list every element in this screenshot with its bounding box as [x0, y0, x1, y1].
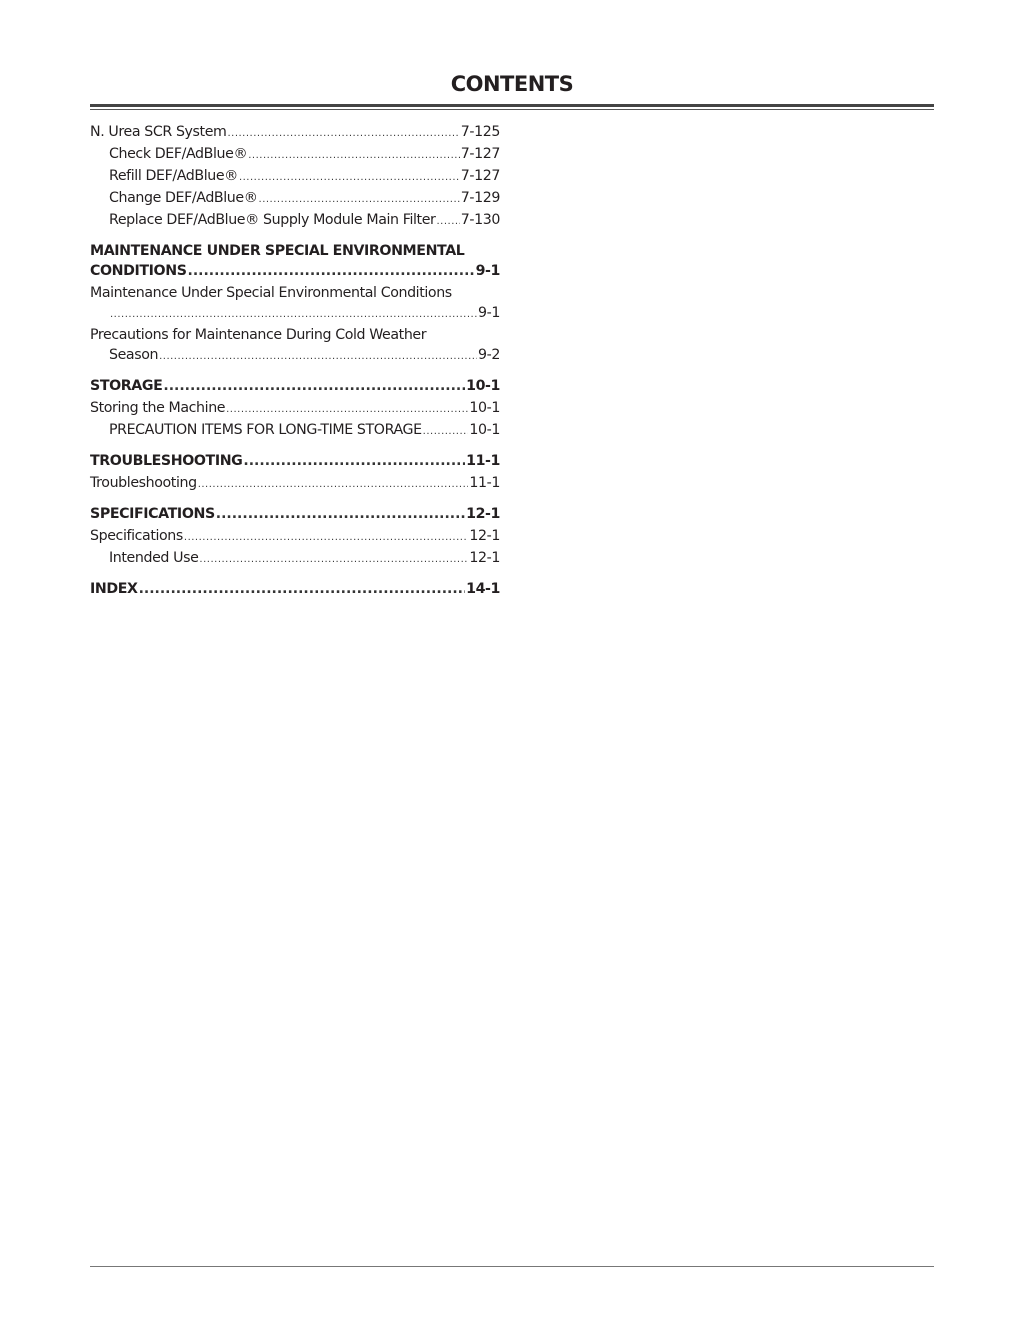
- toc-section-storage[interactable]: [90, 376, 500, 396]
- leader-dots: [199, 550, 468, 570]
- leader-dots: [436, 212, 459, 232]
- table-of-contents: [90, 122, 500, 599]
- toc-page: 9-2: [478, 347, 500, 363]
- toc-section-maintenance-special-line1[interactable]: MAINTENANCE UNDER SPECIAL ENVIRONMENTAL: [90, 243, 465, 259]
- leader-dots: [110, 305, 477, 325]
- toc-label: TROUBLESHOOTING: [90, 453, 243, 469]
- toc-page: 14-1: [466, 581, 500, 597]
- toc-label: STORAGE: [90, 378, 163, 394]
- leader-dots: [188, 261, 475, 281]
- toc-page: 7-129: [460, 190, 500, 206]
- toc-page: 12-1: [466, 506, 500, 522]
- toc-page: 10-1: [466, 378, 500, 394]
- toc-section-index[interactable]: [90, 579, 500, 599]
- toc-entry-maintenance-special[interactable]: [90, 303, 500, 325]
- leader-dots: [184, 528, 469, 548]
- toc-label: Storing the Machine: [90, 400, 226, 416]
- toc-label: INDEX: [90, 581, 138, 597]
- toc-label: Specifications: [90, 528, 183, 544]
- leader-dots: [139, 579, 466, 599]
- toc-page: 11-1: [466, 453, 500, 469]
- leader-dots: [198, 475, 469, 495]
- toc-label: N. Urea SCR System: [90, 124, 227, 140]
- page-title: CONTENTS: [450, 72, 574, 96]
- leader-dots: [423, 422, 469, 442]
- toc-entry-change-def[interactable]: [90, 188, 500, 210]
- leader-dots: [239, 168, 460, 188]
- toc-entry-troubleshooting[interactable]: [90, 473, 500, 495]
- leader-dots: [248, 146, 460, 166]
- toc-entry-replace-def-filter[interactable]: [90, 210, 500, 232]
- toc-entry-cold-weather-line1[interactable]: Precautions for Maintenance During Cold Weather: [90, 327, 427, 343]
- toc-page: 7-130: [460, 212, 500, 228]
- toc-page: 10-1: [469, 400, 500, 416]
- toc-label: Check DEF/AdBlue®: [109, 146, 248, 162]
- toc-label: Replace DEF/AdBlue® Supply Module Main Filter: [109, 212, 436, 228]
- toc-label: Change DEF/AdBlue®: [109, 190, 258, 206]
- toc-section-maintenance-special[interactable]: [90, 261, 500, 281]
- toc-label: PRECAUTION ITEMS FOR LONG-TIME STORAGE: [109, 422, 422, 438]
- toc-page: 9-1: [475, 263, 500, 279]
- toc-entry-specifications[interactable]: [90, 526, 500, 548]
- toc-label: SPECIFICATIONS: [90, 506, 215, 522]
- toc-entry-maintenance-special-line1[interactable]: Maintenance Under Special Environmental Conditions: [90, 285, 452, 301]
- toc-page: 10-1: [469, 422, 500, 438]
- leader-dots: [163, 376, 465, 396]
- toc-section-specifications[interactable]: [90, 504, 500, 524]
- toc-entry-cold-weather[interactable]: [90, 345, 500, 367]
- toc-entry-precaution-storage[interactable]: [90, 420, 500, 442]
- toc-page: 12-1: [469, 550, 500, 566]
- toc-entry-intended-use[interactable]: [90, 548, 500, 570]
- toc-entry-storing-machine[interactable]: [90, 398, 500, 420]
- footer-rule: [90, 1266, 934, 1267]
- toc-page: 7-127: [460, 146, 500, 162]
- toc-label: Season: [109, 347, 159, 363]
- header-rule-thick: [90, 104, 934, 107]
- toc-page: 7-127: [460, 168, 500, 184]
- leader-dots: [159, 347, 477, 367]
- toc-entry-urea-scr[interactable]: [90, 122, 500, 144]
- toc-label: Refill DEF/AdBlue®: [109, 168, 238, 184]
- toc-label: Troubleshooting: [90, 475, 197, 491]
- toc-page: 11-1: [469, 475, 500, 491]
- toc-section-troubleshooting[interactable]: [90, 451, 500, 471]
- toc-entry-refill-def[interactable]: [90, 166, 500, 188]
- leader-dots: [243, 451, 465, 471]
- header-rule-thin: [90, 109, 934, 110]
- leader-dots: [226, 400, 468, 420]
- toc-label: Intended Use: [109, 550, 199, 566]
- toc-page: 7-125: [460, 124, 500, 140]
- toc-label: CONDITIONS: [90, 263, 187, 279]
- toc-entry-check-def[interactable]: [90, 144, 500, 166]
- leader-dots: [216, 504, 465, 524]
- leader-dots: [259, 190, 460, 210]
- toc-page: 9-1: [478, 305, 500, 321]
- leader-dots: [227, 124, 459, 144]
- toc-page: 12-1: [469, 528, 500, 544]
